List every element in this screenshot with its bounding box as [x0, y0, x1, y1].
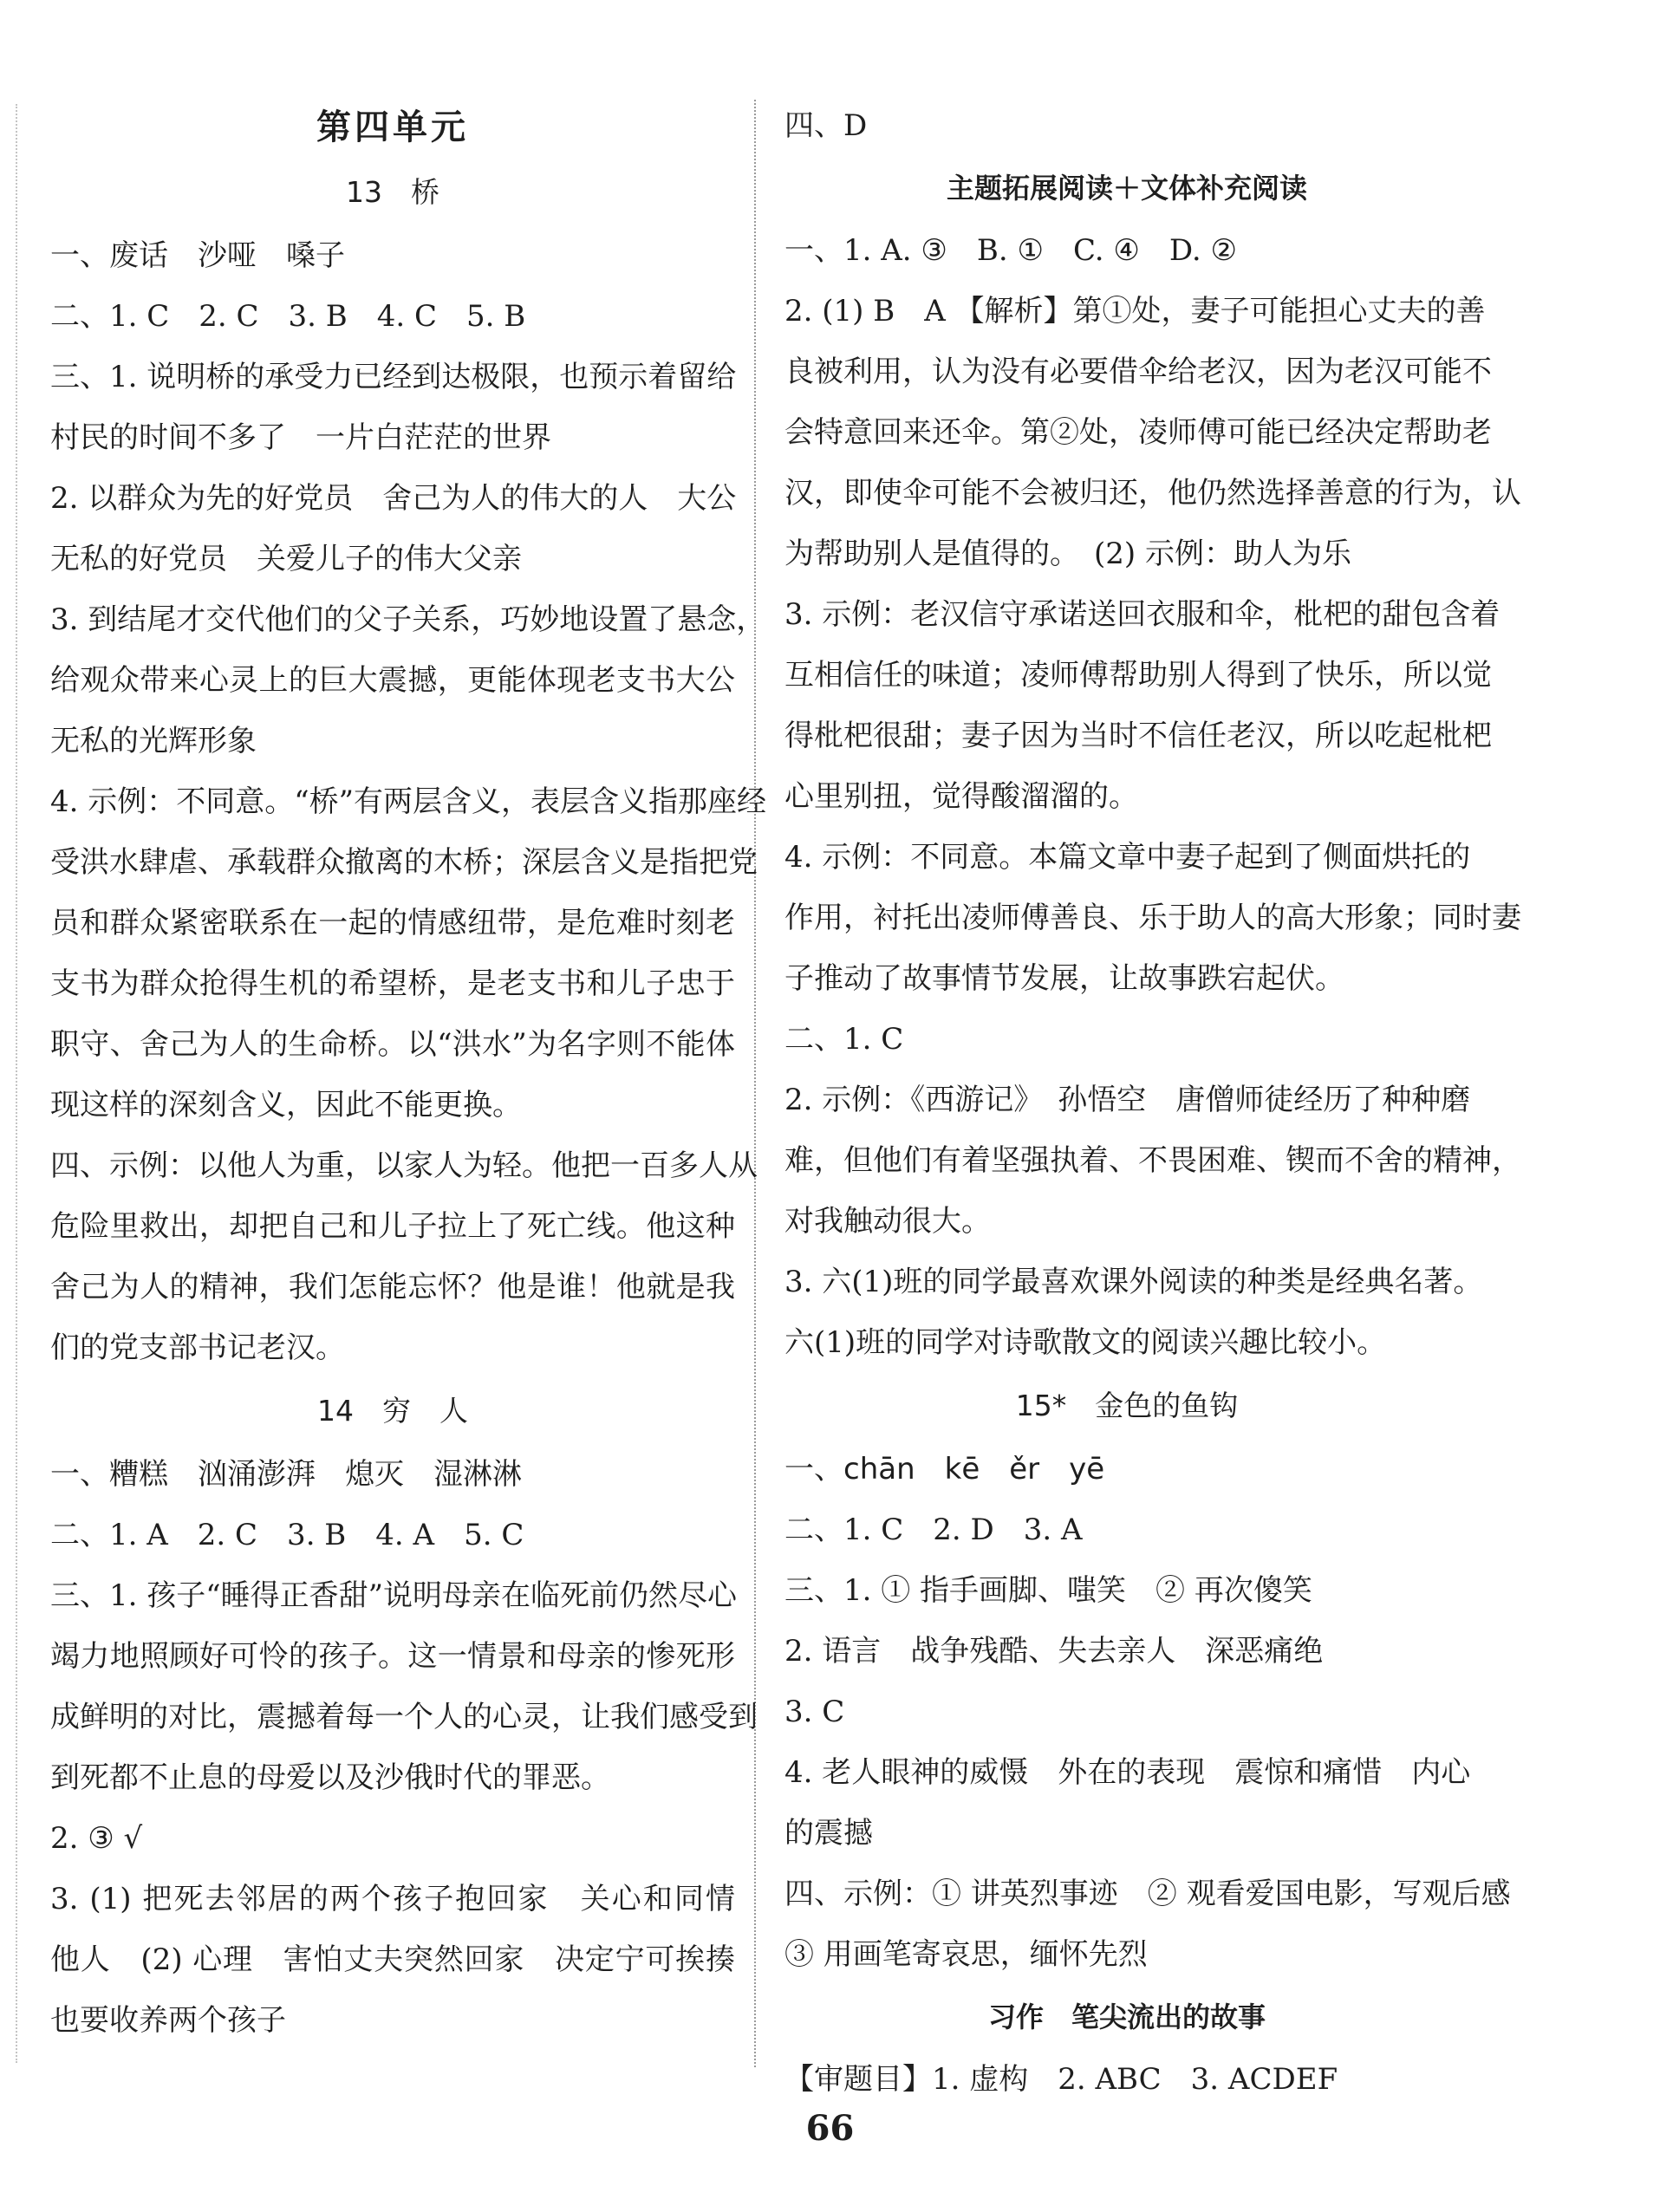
answer-line: 3. 到结尾才交代他们的父子关系，巧妙地设置了悬念，: [50, 602, 766, 637]
answer-line: 良被利用，认为没有必要借伞给老汉，因为老汉可能不: [784, 355, 1492, 389]
answer-line: 汉，即使伞可能不会被归还，他仍然选择善意的行为，认: [784, 476, 1521, 511]
section-title: 主题拓展阅读＋文体补充阅读: [946, 172, 1307, 205]
answer-line: 成鲜明的对比，震撼着每一个人的心灵，让我们感受到: [50, 1700, 758, 1734]
answer-line: 六(1)班的同学对诗歌散文的阅读兴趣比较小。: [784, 1325, 1387, 1360]
answer-line: 心里别扭，觉得酸溜溜的。: [784, 779, 1138, 814]
answer-line: 危险里救出，却把自己和儿子拉上了死亡线。他这种: [50, 1209, 735, 1244]
answer-line: 支书为群众抢得生机的希望桥，是老支书和儿子忠于: [50, 966, 735, 1001]
answer-line: 对我触动很大。: [784, 1204, 991, 1239]
answer-line: 3. 六(1)班的同学最喜欢课外阅读的种类是经典名著。: [784, 1265, 1483, 1299]
answer-line: 2. (1) B A 【解析】第①处，妻子可能担心丈夫的善: [784, 294, 1486, 329]
answer-line: 二、1. C: [784, 1022, 904, 1057]
answer-line: 村民的时间不多了 一片白茫茫的世界: [50, 420, 551, 455]
answer-line: 一、废话 沙哑 嗓子: [50, 238, 345, 273]
answer-line: 他人 (2) 心理 害怕丈夫突然回家 决定宁可挨揍: [50, 1942, 735, 1977]
unit-title: 第四单元: [316, 107, 469, 147]
answer-line: 3. 示例：老汉信守承诺送回衣服和伞，枇杷的甜包含着: [784, 597, 1501, 632]
answer-line: 4. 老人眼神的威慑 外在的表现 震惊和痛惜 内心: [784, 1755, 1471, 1790]
answer-line: 二、1. C 2. C 3. B 4. C 5. B: [50, 299, 526, 334]
answer-line: 舍己为人的精神，我们怎能忘怀？他是谁！他就是我: [50, 1270, 735, 1304]
answer-line: 得枇杷很甜；妻子因为当时不信任老汉，所以吃起枇杷: [784, 719, 1492, 753]
answer-line: 现这样的深刻含义，因此不能更换。: [50, 1088, 522, 1122]
answer-line: 三、1. ① 指手画脚、嗤笑 ② 再次傻笑: [784, 1573, 1312, 1608]
answer-line: 无私的好党员 关爱儿子的伟大父亲: [50, 542, 522, 576]
answer-line: 会特意回来还伞。第②处，凌师傅可能已经决定帮助老: [784, 415, 1492, 450]
answer-line: 三、1. 说明桥的承受力已经到达极限，也预示着留给: [50, 360, 737, 394]
answer-line: 无私的光辉形象: [50, 724, 257, 758]
answer-line: 二、1. C 2. D 3. A: [784, 1513, 1083, 1547]
answer-line: 一、糟糕 汹涌澎湃 熄灭 湿淋淋: [50, 1457, 522, 1492]
answer-line: 子推动了故事情节发展，让故事跌宕起伏。: [784, 961, 1344, 996]
answer-line: 的震撼: [784, 1816, 873, 1851]
answer-line: 为帮助别人是值得的。 (2) 示例：助人为乐: [784, 537, 1351, 571]
answer-label: 一、: [784, 1452, 843, 1487]
answer-line: 【审题目】1. 虚构 2. ABC 3. ACDEF: [784, 2062, 1338, 2097]
right-column: [784, 95, 1521, 2110]
answer-line: 2. 语言 战争残酷、失去亲人 深恶痛绝: [784, 1634, 1324, 1669]
answer-line: 难，但他们有着坚强执着、不畏困难、锲而不舍的精神，: [784, 1143, 1521, 1178]
answer-line: 也要收养两个孩子: [50, 2003, 286, 2038]
answer-line: ③ 用画笔寄哀思，缅怀先烈: [784, 1937, 1148, 1972]
answer-line: 3. (1) 把死去邻居的两个孩子抱回家 关心和同情: [50, 1882, 735, 1916]
answer-line: 四、D: [784, 108, 868, 143]
answer-line: 竭力地照顾好可怜的孩子。这一情景和母亲的惨死形: [50, 1639, 735, 1674]
answer-line-pinyin: [784, 1439, 1469, 1500]
left-column: [50, 95, 767, 2051]
column-divider: [754, 100, 756, 2067]
answer-line: 员和群众紧密联系在一起的情感纽带，是危难时刻老: [50, 906, 735, 940]
lesson-13-title: 13 桥: [346, 175, 439, 209]
answer-line: 2. 示例：《西游记》 孙悟空 唐僧师徒经历了种种磨: [784, 1083, 1471, 1117]
answer-line: 互相信任的味道；凌师傅帮助别人得到了快乐，所以觉: [784, 658, 1492, 693]
page-edge-line: [16, 104, 17, 2063]
answer-line: 四、示例：① 讲英烈事迹 ② 观看爱国电影，写观后感: [784, 1877, 1511, 1911]
answer-line: 4. 示例：不同意。本篇文章中妻子起到了侧面烘托的: [784, 840, 1471, 875]
answer-line: 2. 以群众为先的好党员 舍己为人的伟大的人 大公: [50, 481, 737, 516]
answer-line: 一、1. A. ③ B. ① C. ④ D. ②: [784, 233, 1238, 268]
answer-line: 四、示例：以他人为重，以家人为轻。他把一百多人从: [50, 1148, 758, 1183]
answer-line: 受洪水肆虐、承载群众撤离的木桥；深层含义是指把党: [50, 845, 758, 880]
writing-title: 习作 笔尖流出的故事: [987, 2001, 1266, 2033]
answer-line: 职守、舍己为人的生命桥。以“洪水”为名字则不能体: [50, 1027, 735, 1062]
answer-line: 二、1. A 2. C 3. B 4. A 5. C: [50, 1518, 524, 1552]
answer-line: 4. 示例：不同意。“桥”有两层含义，表层含义指那座经: [50, 784, 767, 819]
answer-line: 作用，衬托出凌师傅善良、乐于助人的高大形象；同时妻: [784, 901, 1521, 935]
pinyin-answers: chān kē ěr yē: [843, 1452, 1105, 1487]
answer-line: 给观众带来心灵上的巨大震撼，更能体现老支书大公: [50, 663, 735, 698]
answer-line: 3. C: [784, 1695, 845, 1729]
answer-line: 三、1. 孩子“睡得正香甜”说明母亲在临死前仍然尽心: [50, 1578, 738, 1613]
lesson-14-title: 14 穷 人: [317, 1394, 468, 1428]
page-number: 66: [805, 2108, 855, 2149]
lesson-15-title: 15* 金色的鱼钩: [1015, 1389, 1239, 1422]
answer-line: 2. ③ √: [50, 1821, 143, 1856]
answer-line: 到死都不止息的母爱以及沙俄时代的罪恶。: [50, 1760, 610, 1795]
answer-line: 们的党支部书记老汉。: [50, 1330, 345, 1365]
